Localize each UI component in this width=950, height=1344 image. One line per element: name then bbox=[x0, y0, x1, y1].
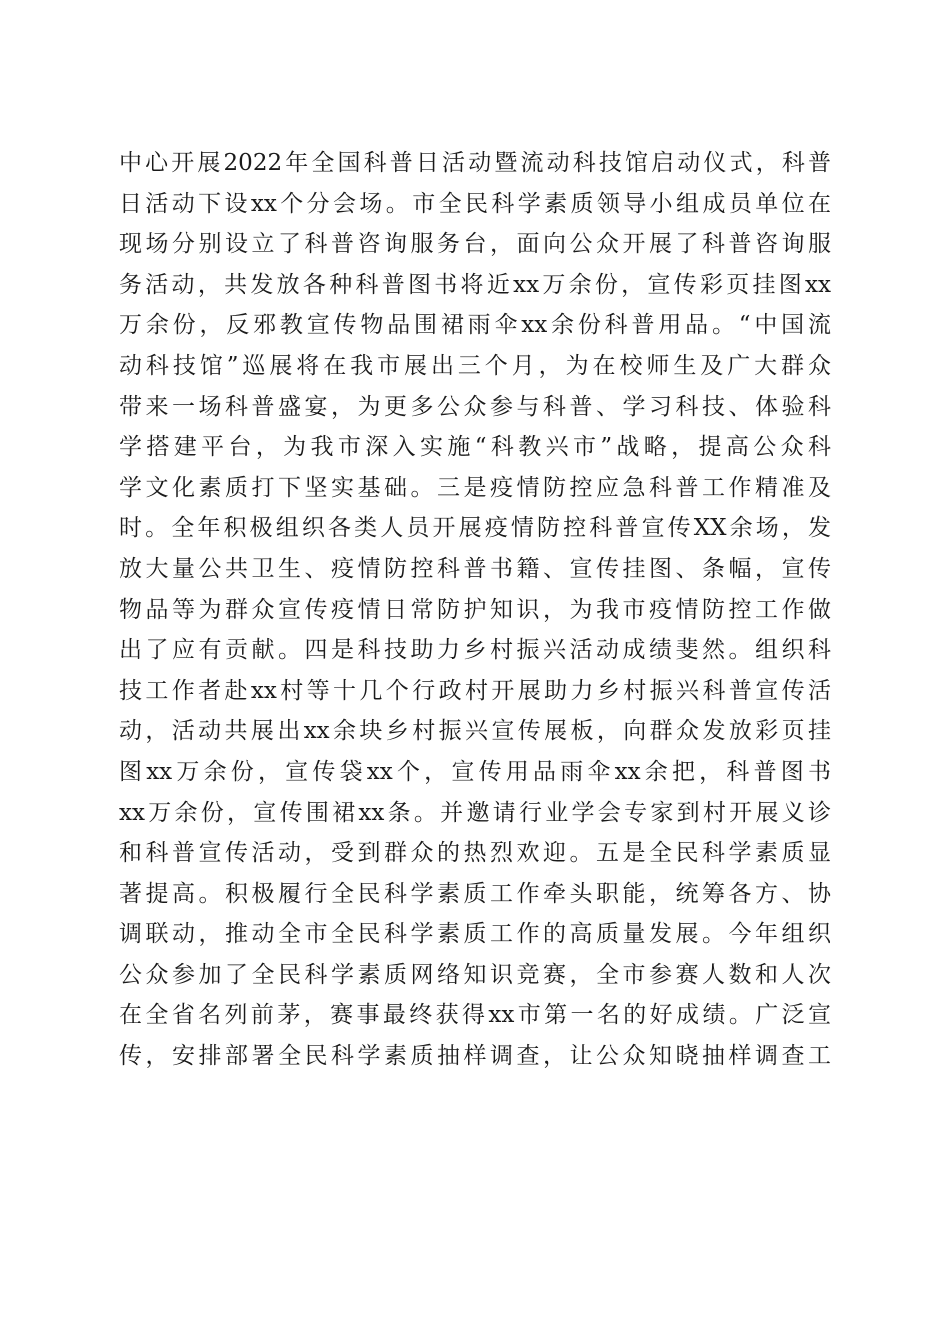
text-line: 动科技馆”巡展将在我市展出三个月，为在校师生及广大群众 bbox=[119, 352, 831, 379]
text-line: 学文化素质打下坚实基础。三是疫情防控应急科普工作精准及 bbox=[119, 474, 831, 501]
text-line: 日活动下设xx个分会场。市全民科学素质领导小组成员单位在 bbox=[119, 190, 831, 217]
text-line: 万余份，反邪教宣传物品围裙雨伞xx余份科普用品。“中国流 bbox=[119, 312, 831, 339]
text-line: 带来一场科普盛宴，为更多公众参与科普、学习科技、体验科 bbox=[119, 393, 831, 420]
text-line: 在全省名列前茅，赛事最终获得xx市第一名的好成绩。广泛宣 bbox=[119, 1002, 831, 1029]
text-line: 物品等为群众宣传疫情日常防护知识，为我市疫情防控工作做 bbox=[119, 596, 831, 623]
text-line: 传，安排部署全民科学素质抽样调查，让公众知晓抽样调查工 bbox=[119, 1043, 831, 1070]
text-line: xx万余份，宣传围裙xx条。并邀请行业学会专家到村开展义诊 bbox=[119, 799, 831, 826]
text-line: 时。全年积极组织各类人员开展疫情防控科普宣传XX余场，发 bbox=[119, 515, 831, 542]
text-line: 现场分别设立了科普咨询服务台，面向公众开展了科普咨询服 bbox=[119, 231, 831, 258]
text-line: 放大量公共卫生、疫情防控科普书籍、宣传挂图、条幅，宣传 bbox=[119, 555, 831, 582]
text-line: 和科普宣传活动，受到群众的热烈欢迎。五是全民科学素质显 bbox=[119, 840, 831, 867]
text-line: 出了应有贡献。四是科技助力乡村振兴活动成绩斐然。组织科 bbox=[119, 637, 831, 664]
body-paragraph bbox=[119, 143, 831, 1077]
text-line: 技工作者赴xx村等十几个行政村开展助力乡村振兴科普宣传活 bbox=[119, 677, 831, 704]
text-line: 著提高。积极履行全民科学素质工作牵头职能，统筹各方、协 bbox=[119, 880, 831, 907]
text-line: 学搭建平台，为我市深入实施“科教兴市”战略，提高公众科 bbox=[119, 434, 831, 461]
text-line: 图xx万余份，宣传袋xx个，宣传用品雨伞xx余把，科普图书 bbox=[119, 758, 831, 785]
text-line: 公众参加了全民科学素质网络知识竞赛，全市参赛人数和人次 bbox=[119, 961, 831, 988]
text-line: 动，活动共展出xx余块乡村振兴宣传展板，向群众发放彩页挂 bbox=[119, 718, 831, 745]
text-line: 中心开展2022年全国科普日活动暨流动科技馆启动仪式，科普 bbox=[119, 150, 831, 176]
text-line: 调联动，推动全市全民科学素质工作的高质量发展。今年组织 bbox=[119, 921, 831, 948]
text-line: 务活动，共发放各种科普图书将近xx万余份，宣传彩页挂图xx bbox=[119, 271, 831, 298]
